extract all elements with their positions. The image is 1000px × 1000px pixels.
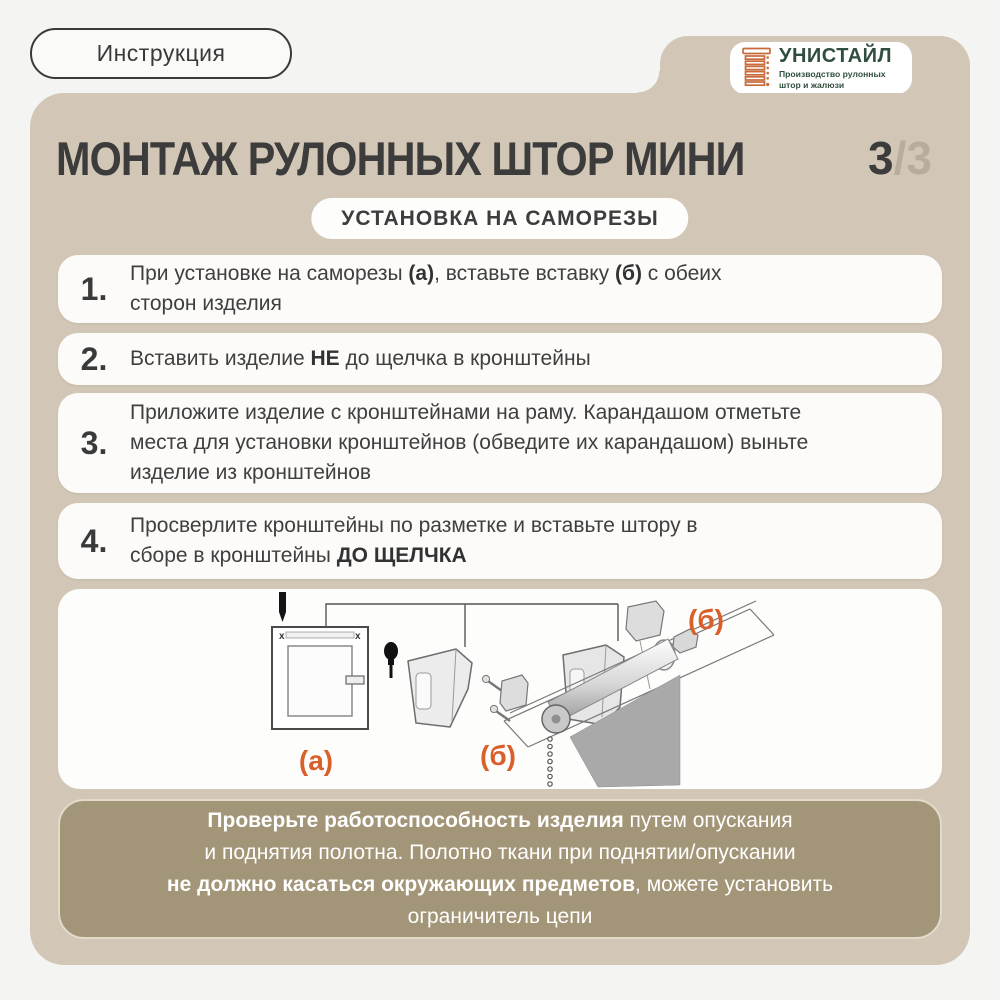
section-badge: УСТАНОВКА НА САМОРЕЗЫ [311, 198, 688, 239]
step-text: Просверлите кронштейны по разметке и вставьте штору в сборе в кронштейны ДО ЩЕЛЧКА [130, 514, 698, 567]
svg-text:x: x [279, 631, 285, 642]
label-b-right: (б) [688, 604, 724, 635]
step-text: Приложите изделие с кронштейнами на раму. Карандашом отметьте места для установки кронштейнов (обведите их карандашом) выньте изделие из кронштейнов [130, 401, 809, 484]
step-number: 3. [80, 424, 108, 461]
tab-fillet [638, 71, 660, 93]
screwdriver-icon [384, 642, 398, 678]
window-frame [272, 627, 368, 729]
roller-assembly [500, 601, 774, 787]
label-a: (а) [298, 745, 334, 776]
page-current: 3 [868, 132, 894, 184]
step-number: 4. [80, 522, 108, 559]
step-3 [58, 393, 942, 493]
step-4 [58, 503, 942, 579]
brand-subtitle-line2: штор и жалюзи [779, 79, 845, 90]
pencil-icon [279, 592, 286, 622]
brand-name: УНИСТАЙЛ [779, 45, 893, 68]
page-indicator [868, 131, 932, 185]
step-text: При установке на саморезы (а), вставьте вставку (б) с обеих сторон изделия [130, 262, 722, 315]
step-2 [58, 333, 942, 385]
step-number: 1. [80, 270, 108, 307]
page-title: МОНТАЖ РУЛОННЫХ ШТОР МИНИ [56, 132, 745, 185]
title-row [56, 131, 944, 187]
step-number: 2. [80, 340, 108, 377]
page-total: /3 [893, 132, 932, 184]
svg-text:x: x [355, 631, 361, 642]
bracket-1 [408, 649, 510, 727]
instruction-button[interactable]: Инструкция [30, 28, 292, 79]
brand-logo [730, 42, 912, 94]
step-1 [58, 255, 942, 323]
brand-subtitle-line1: Производство рулонных [779, 69, 886, 80]
diagram-svg [58, 589, 942, 789]
callout-lines [326, 604, 618, 647]
label-b-mid: (б) [480, 740, 516, 771]
installation-diagram [58, 589, 942, 789]
roller-blind-icon [742, 47, 772, 89]
chain [548, 737, 552, 786]
check-note: Проверьте работоспособность изделия путем опускания и поднятия полотна. Полотно ткани при поднятии/опускании не должно касаться окружающих предметов, можете установить ограничитель цепи [58, 799, 942, 939]
instruction-card [30, 93, 970, 965]
step-text: Вставить изделие НЕ до щелчка в кронштейны [130, 347, 591, 370]
